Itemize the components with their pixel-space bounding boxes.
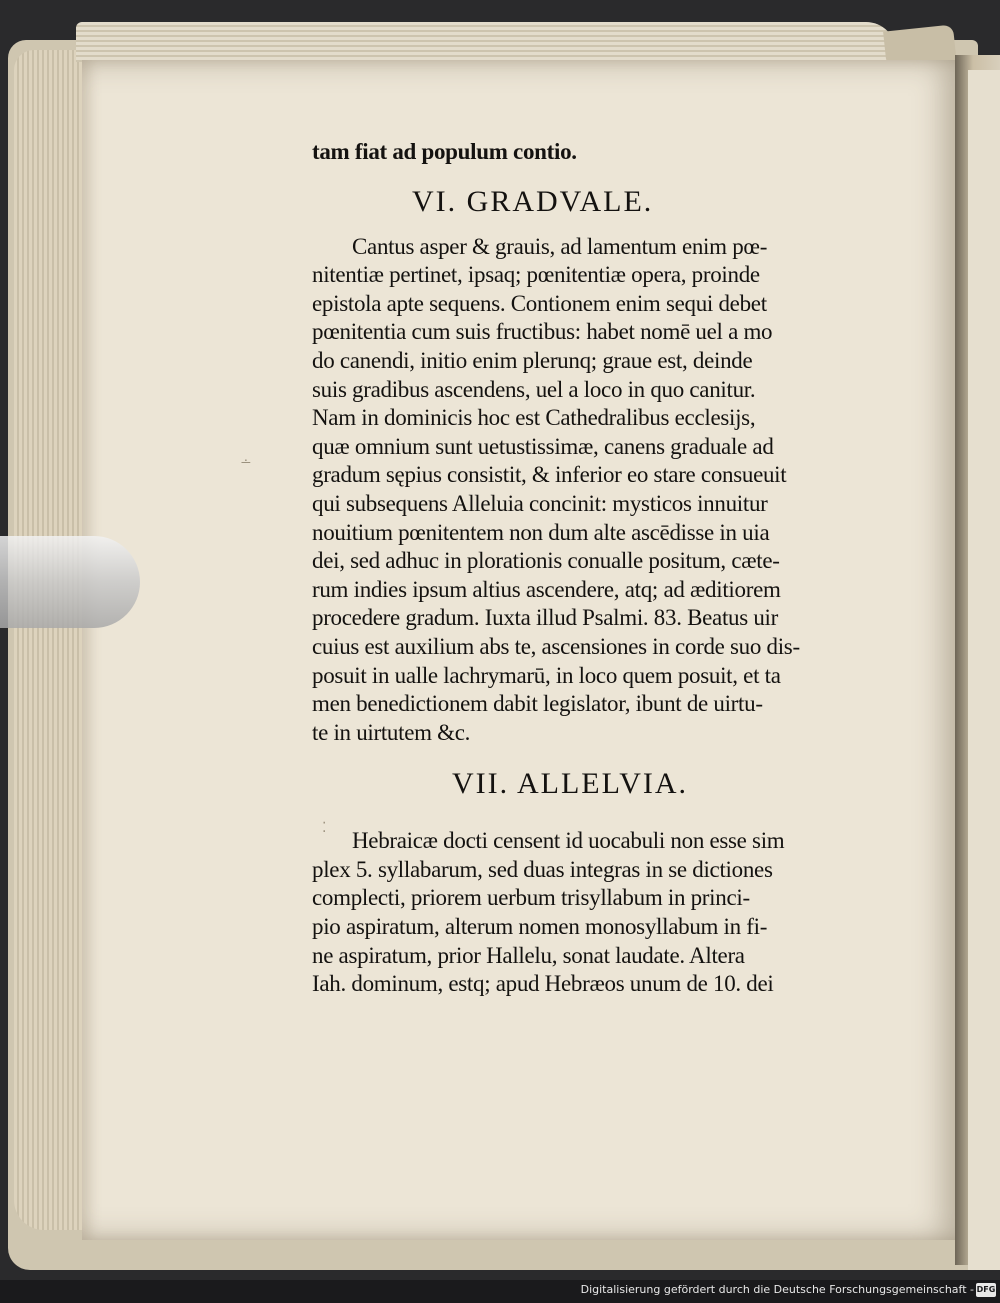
text-line: epistola apte sequens. Contionem enim sequi debet (312, 290, 767, 316)
text-line: do canendi, initio enim plerunq; graue est, deinde (312, 347, 753, 373)
footer-bar (0, 1280, 1000, 1303)
text-line: pœnitentia cum suis fructibus: habet nomē uel a mo (312, 319, 773, 345)
paragraph-allelvia (312, 827, 852, 999)
dfg-logo-icon: DFG (976, 1283, 996, 1297)
text-line: posuit in ualle lachrymarū, in loco quem posuit, et ta (312, 662, 781, 688)
text-line: Hebraicæ docti censent id uocabuli non esse sim (352, 828, 785, 854)
margin-mark: ⁚ (322, 821, 327, 836)
text-line: Cantus asper & grauis, ad lamentum enim pœ- (352, 233, 768, 259)
top-line: tam fiat ad populum contio. (312, 139, 577, 164)
text-line: qui subsequens Alleluia concinit: mysticos innuitur (312, 490, 768, 516)
funding-credit: Digitalisierung gefördert durch die Deutsche Forschungsgemeinschaft - (580, 1283, 974, 1296)
text-line: te in uirtutem &c. (312, 719, 471, 745)
text-line: pio aspiratum, alterum nomen monosyllabum in fi- (312, 914, 768, 940)
text-line: gradum sępius consistit, & inferior eo stare consueuit (312, 462, 787, 488)
page-text (312, 138, 852, 999)
text-line: Nam in dominicis hoc est Cathedralibus ecclesijs, (312, 405, 756, 431)
text-line: quæ omnium sunt uetustissimæ, canens graduale ad (312, 433, 774, 459)
text-line: Iah. dominum, estq; apud Hebræos unum de 10. dei (312, 971, 774, 997)
text-line: cuius est auxilium abs te, ascensiones in corde suo dis- (312, 633, 800, 659)
section-heading-gradvale: VI. GRADVALE. (412, 184, 654, 218)
text-line: suis gradibus ascendens, uel a loco in quo canitur. (312, 376, 756, 402)
text-line: nouitium pœnitentem non dum alte ascēdisse in uia (312, 519, 770, 545)
text-line: ne aspiratum, prior Hallelu, sonat laudate. Altera (312, 942, 745, 968)
text-line: complecti, priorem uerbum trisyllabum in princi- (312, 885, 750, 911)
page-stack-edge (14, 50, 86, 1230)
text-line: men benedictionem dabit legislator, ibunt de uirtu- (312, 691, 763, 717)
text-line: nitentiæ pertinet, ipsaq; pœnitentiæ opera, proinde (312, 262, 760, 288)
text-line: dei, sed adhuc in plorationis conualle positum, cæte- (312, 548, 780, 574)
paragraph-gradvale (312, 233, 852, 748)
page-clip-holder (0, 536, 140, 628)
text-line: rum indies ipsum altius ascendere, atq; ad æditiorem (312, 576, 781, 602)
facing-page-edge (968, 70, 1000, 1270)
section-heading-allelvia: VII. ALLELVIA. (452, 767, 689, 801)
book-top-edge (76, 22, 896, 62)
text-line: procedere gradum. Iuxta illud Psalmi. 83. Beatus uir (312, 605, 779, 631)
text-line: plex 5. syllabarum, sed duas integras in se dictiones (312, 856, 773, 882)
margin-mark: ∸ (240, 456, 252, 471)
